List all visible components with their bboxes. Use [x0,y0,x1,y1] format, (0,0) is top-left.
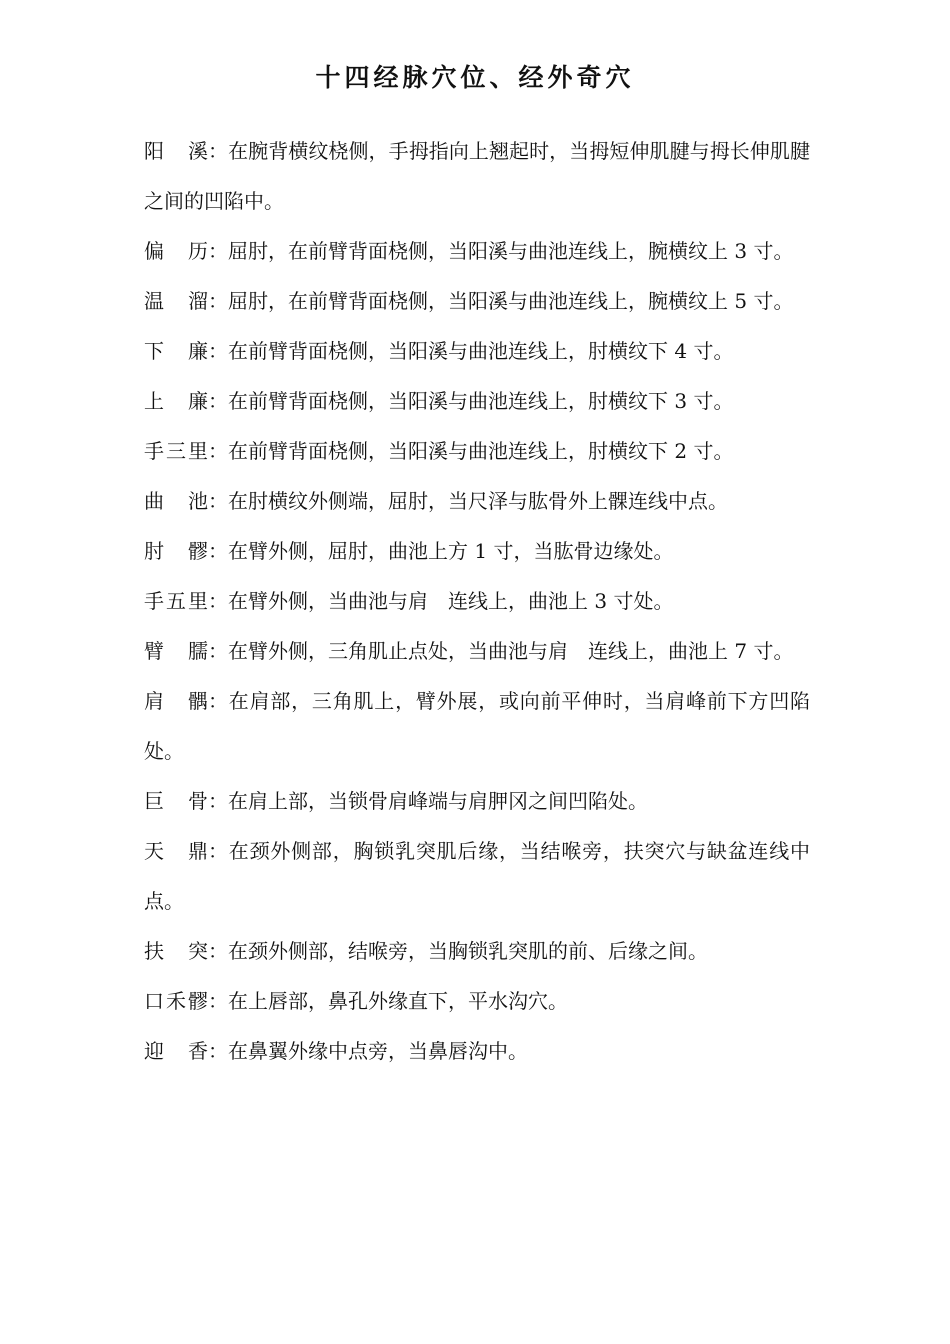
list-item [144,626,810,676]
acupoint-description: 在颈外侧部，胸锁乳突肌后缘，当结喉旁，扶突穴与缺盆连线中点。 [144,839,810,913]
acupoint-description: 在颈外侧部，结喉旁，当胸锁乳突肌的前、后缘之间。 [228,939,708,963]
acupoint-list [144,126,810,1076]
colon: ： [208,139,228,163]
acupoint-name: 口禾髎 [144,989,208,1013]
list-item [144,676,810,776]
acupoint-description: 屈肘，在前臂背面桡侧，当阳溪与曲池连线上，腕横纹上 3 寸。 [228,239,794,263]
colon: ： [208,789,228,813]
acupoint-description: 在肩部，三角肌上，臂外展，或向前平伸时，当肩峰前下方凹陷处。 [144,689,810,763]
acupoint-description: 在前臂背面桡侧，当阳溪与曲池连线上，肘横纹下 2 寸。 [228,439,734,463]
acupoint-name: 下廉 [144,339,208,363]
colon: ： [208,939,228,963]
acupoint-name: 天鼎 [144,839,208,863]
acupoint-name: 肩髃 [144,689,208,713]
acupoint-name: 温溜 [144,289,208,313]
list-item [144,276,810,326]
acupoint-description: 在前臂背面桡侧，当阳溪与曲池连线上，肘横纹下 4 寸。 [228,339,734,363]
acupoint-name: 巨骨 [144,789,208,813]
colon: ： [208,639,228,663]
colon: ： [208,689,228,713]
acupoint-name: 肘髎 [144,539,208,563]
colon: ： [208,839,228,863]
acupoint-description: 屈肘，在前臂背面桡侧，当阳溪与曲池连线上，腕横纹上 5 寸。 [228,289,794,313]
colon: ： [208,389,228,413]
acupoint-description: 在上唇部，鼻孔外缘直下，平水沟穴。 [228,989,568,1013]
list-item [144,476,810,526]
list-item [144,526,810,576]
acupoint-name: 偏历 [144,239,208,263]
colon: ： [208,239,228,263]
list-item [144,326,810,376]
colon: ： [208,339,228,363]
acupoint-description: 在臂外侧，当曲池与肩 连线上，曲池上 3 寸处。 [228,589,674,613]
acupoint-description: 在前臂背面桡侧，当阳溪与曲池连线上，肘横纹下 3 寸。 [228,389,734,413]
list-item [144,426,810,476]
acupoint-name: 手五里 [144,589,208,613]
acupoint-name: 扶突 [144,939,208,963]
acupoint-description: 在臂外侧，屈肘，曲池上方 1 寸，当肱骨边缘处。 [228,539,674,563]
list-item [144,926,810,976]
list-item [144,1026,810,1076]
acupoint-description: 在臂外侧，三角肌止点处，当曲池与肩 连线上，曲池上 7 寸。 [228,639,794,663]
colon: ： [208,489,228,513]
colon: ： [208,1039,228,1063]
colon: ： [208,589,228,613]
acupoint-description: 在肩上部，当锁骨肩峰端与肩胛冈之间凹陷处。 [228,789,648,813]
acupoint-description: 在肘横纹外侧端，屈肘，当尺泽与肱骨外上髁连线中点。 [228,489,728,513]
acupoint-name: 阳溪 [144,139,208,163]
list-item [144,976,810,1026]
acupoint-description: 在腕背横纹桡侧，手拇指向上翘起时，当拇短伸肌腱与拇长伸肌腱之间的凹陷中。 [144,139,810,213]
list-item [144,576,810,626]
colon: ： [208,289,228,313]
acupoint-name: 迎香 [144,1039,208,1063]
acupoint-name: 上廉 [144,389,208,413]
list-item [144,826,810,926]
acupoint-name: 臂臑 [144,639,208,663]
acupoint-name: 曲池 [144,489,208,513]
list-item [144,126,810,226]
list-item [144,226,810,276]
colon: ： [208,989,228,1013]
list-item [144,776,810,826]
acupoint-name: 手三里 [144,439,208,463]
colon: ： [208,539,228,563]
document-title: 十四经脉穴位、经外奇穴 [315,63,635,92]
list-item [144,376,810,426]
colon: ： [208,439,228,463]
acupoint-description: 在鼻翼外缘中点旁，当鼻唇沟中。 [228,1039,528,1063]
